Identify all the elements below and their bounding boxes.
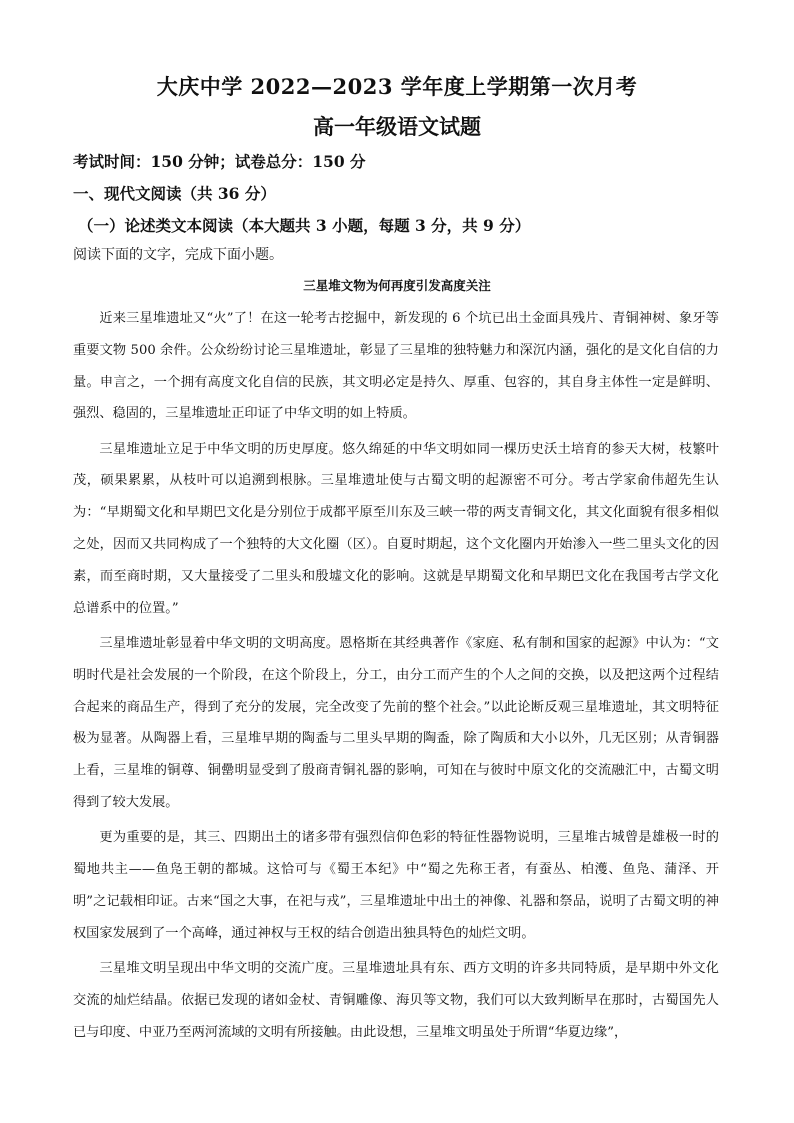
article-title: 三星堆文物为何再度引发高度关注: [303, 278, 491, 293]
section-heading: 一、现代文阅读（共 36 分）: [73, 184, 276, 203]
article-paragraph: 三星堆遗址立足于中华文明的历史厚度。悠久绵延的中华文明如同一棵历史沃土培育的参天大树，枝繁叶茂，硕果累累，从枝叶可以追溯到根脉。三星堆遗址使与古蜀文明的起源密不可分。考古学家俞伟超先生认为：“早期蜀文化和早期巴文化是分别位于成都平原至川东及三峡一带的两支青铜文化，其文化面貌有很多相似之处，因而又共同构成了一个独特的大文化圈（区）。自夏时期起，这个文化圈内开始渗入一些二里头文化的因素，而至商时期，又大量接受了二里头和殷墟文化的影响。这就是早期蜀文化和早期巴文化在我国考古学文化总谱系中的位置。”: [73, 441, 719, 616]
article-body: [73, 303, 719, 1052]
exam-title: 大庆中学 2022—2023 学年度上学期第一次月考: [156, 74, 638, 99]
article-paragraph: 更为重要的是，其三、四期出土的诸多带有强烈信仰色彩的特征性器物说明，三星堆古城曾是雄极一时的蜀地共主——鱼凫王朝的都城。这恰可与《蜀王本纪》中“蜀之先称王者，有蚕丛、柏濩、鱼凫、蒲泽、开明”之记载相印证。古来“国之大事，在祀与戎”，三星堆遗址中出土的神像、礼器和祭品，说明了古蜀文明的神权国家发展到了一个高峰，通过神权与王权的结合创造出独具特色的灿烂文明。: [73, 830, 719, 941]
article-paragraph: 三星堆文明呈现出中华文明的交流广度。三星堆遗址具有东、西方文明的许多共同特质，是早期中外文化交流的灿烂结晶。依据已发现的诸如金杖、青铜雕像、海贝等文物，我们可以大致判断早在那时，古蜀国先人已与印度、中亚乃至两河流域的文明有所接触。由此设想，三星堆文明虽处于所谓“华夏边缘”，: [73, 960, 719, 1040]
subsection-heading: （一）论述类文本阅读（本大题共 3 小题，每题 3 分，共 9 分）: [78, 216, 531, 235]
article-paragraph: 三星堆遗址彰显着中华文明的文明高度。恩格斯在其经典著作《家庭、私有制和国家的起源》中认为：“文明时代是社会发展的一个阶段，在这个阶段上，分工，由分工而产生的个人之间的交换，以及把这两个过程结合起来的商品生产，得到了充分的发展，完全改变了先前的整个社会。”以此论断反观三星堆遗址，其文明特征极为显著。从陶器上看，三星堆早期的陶盉与二里头早期的陶盉，除了陶质和大小以外，几无区别；从青铜器上看，三星堆的铜尊、铜罍明显受到了殷商青铜礼器的影响，可知在与彼时中原文化的交流融汇中，古蜀文明得到了较大发展。: [73, 635, 719, 810]
exam-info: 考试时间：150 分钟；试卷总分：150 分: [73, 152, 366, 171]
article-paragraph: 近来三星堆遗址又“火”了！在这一轮考古挖掘中，新发现的 6 个坑已出土金面具残片、青铜神树、象牙等重要文物 500 余件。公众纷纷讨论三星堆遗址，彰显了三星堆的独特魅力和深沉内涵，强化的是文化自信的力量。申言之，一个拥有高度文化自信的民族，其文明必定是持久、厚重、包容的，其自身主体性一定是鲜明、强烈、稳固的，三星堆遗址正印证了中华文明的如上特质。: [73, 311, 719, 422]
exam-subtitle: 高一年级语文试题: [313, 114, 481, 139]
reading-instruction: 阅读下面的文字，完成下面小题。: [73, 247, 283, 263]
